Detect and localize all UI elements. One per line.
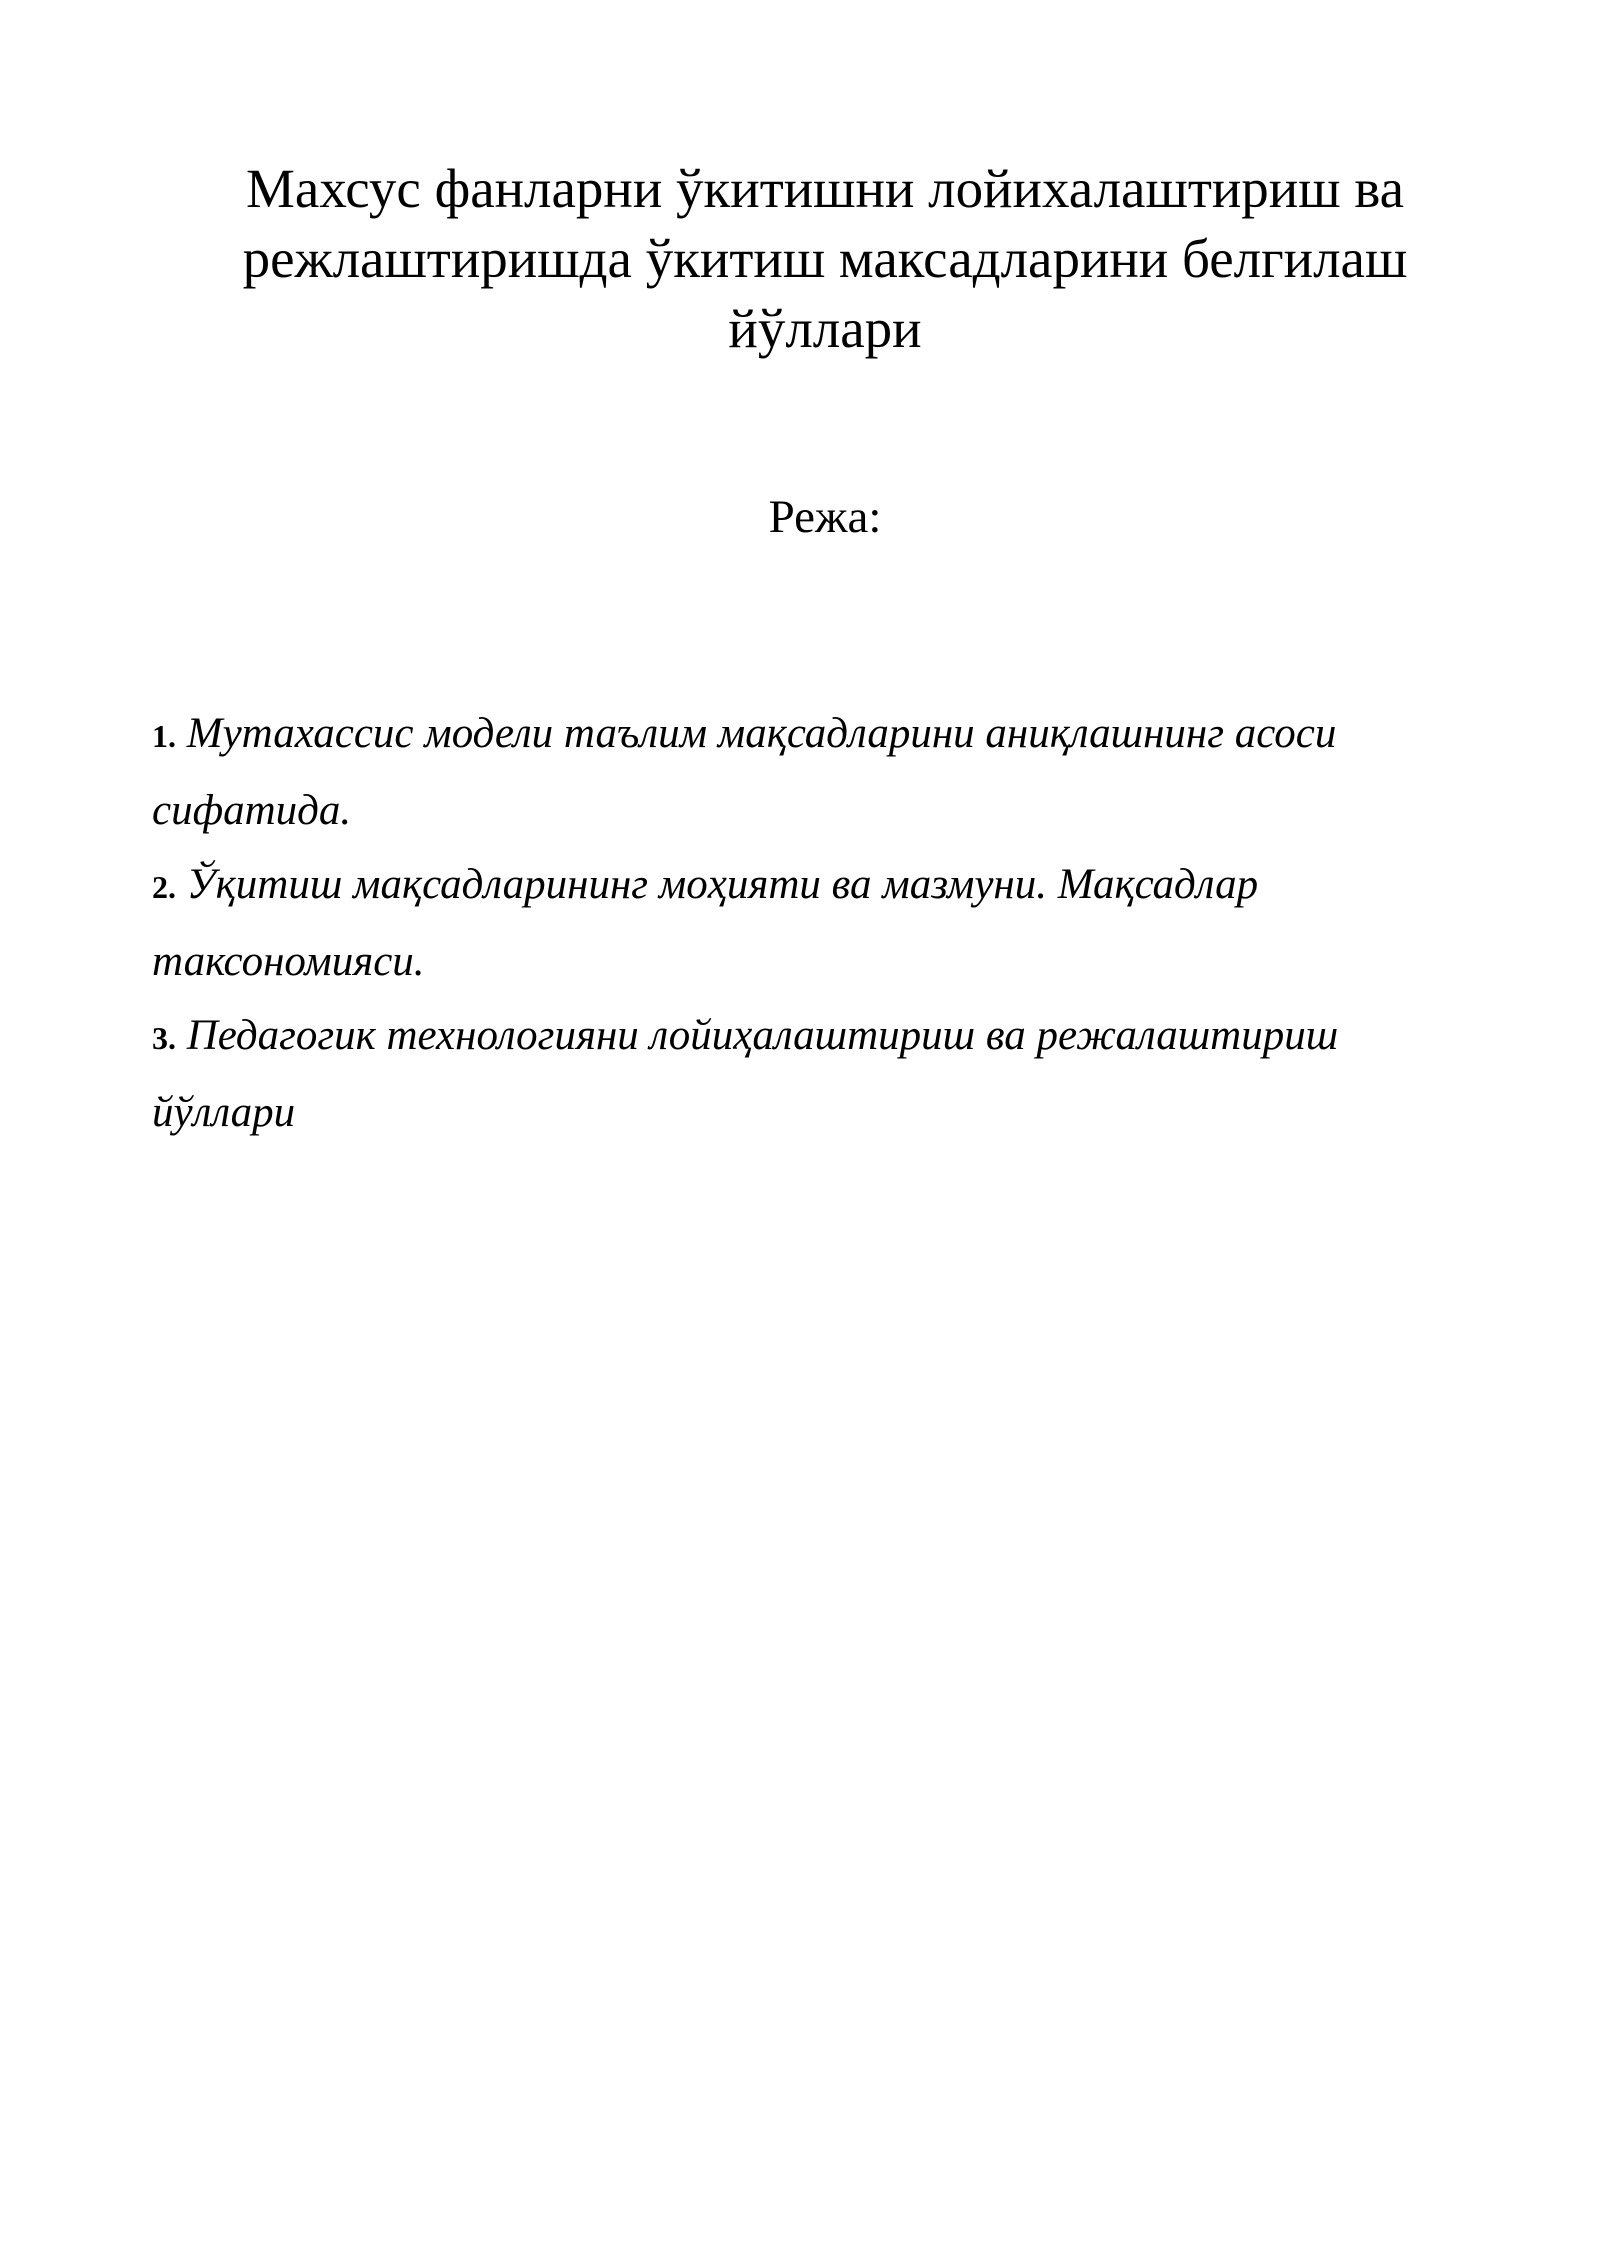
plan-item-text: Педагогик технологияни лойиҳалаштириш ва режалаштириш йўллари — [152, 1012, 1339, 1136]
plan-item — [152, 848, 1452, 999]
title-line-3: йўллари — [728, 298, 922, 359]
plan-item-number: 3. — [152, 1020, 176, 1056]
plan-item — [152, 999, 1452, 1150]
title-line-2: режлаштиришда ўкитиш максадларини белгилаш — [242, 228, 1408, 289]
plan-item — [152, 697, 1452, 848]
document-title — [150, 154, 1500, 364]
plan-heading: Режа: — [768, 491, 882, 543]
plan-item-number: 1. — [152, 718, 176, 754]
plan-item-text: Ўқитиш мақсадларининг моҳияти ва мазмуни. Мақсадлар таксономияси. — [152, 861, 1259, 985]
plan-item-number: 2. — [152, 869, 176, 905]
plan-item-text: Мутахассис модели таълим мақсадларини аниқлашнинг асоси сифатида. — [152, 710, 1337, 834]
title-line-1: Махсус фанларни ўкитишни лойихалаштириш ва — [246, 158, 1404, 219]
plan-list — [152, 697, 1452, 1150]
